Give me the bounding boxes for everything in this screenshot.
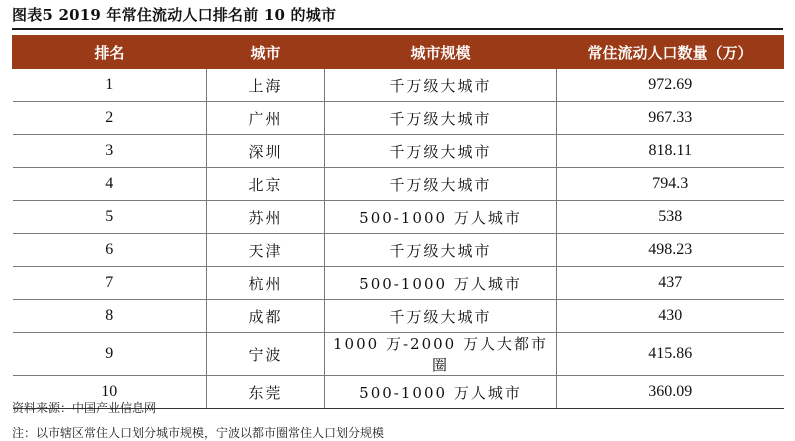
- population-cell: 972.69: [557, 69, 784, 102]
- population-cell: 818.11: [557, 135, 784, 168]
- table-row: [13, 135, 784, 168]
- city-cell: 宁波: [207, 333, 325, 376]
- city-cell: 北京: [207, 168, 325, 201]
- rank-cell: 10: [13, 376, 207, 409]
- rank-cell: 3: [13, 135, 207, 168]
- scale-cell: 500-1000 万人城市: [325, 201, 557, 234]
- header-population: 常住流动人口数量（万）: [557, 36, 784, 69]
- rank-cell: 4: [13, 168, 207, 201]
- title-rule: [12, 28, 783, 30]
- header-city-scale: 城市规模: [325, 36, 557, 69]
- table-row: [13, 300, 784, 333]
- city-cell: 杭州: [207, 267, 325, 300]
- table-row: [13, 168, 784, 201]
- scale-cell: 千万级大城市: [325, 69, 557, 102]
- scale-cell: 千万级大城市: [325, 234, 557, 267]
- rank-cell: 2: [13, 102, 207, 135]
- scale-cell: 千万级大城市: [325, 102, 557, 135]
- city-cell: 天津: [207, 234, 325, 267]
- city-ranking-table: [12, 35, 784, 409]
- table-row: [13, 234, 784, 267]
- header-city: 城市: [207, 36, 325, 69]
- scale-cell: 千万级大城市: [325, 300, 557, 333]
- population-cell: 415.86: [557, 333, 784, 376]
- population-cell: 967.33: [557, 102, 784, 135]
- table-row: [13, 201, 784, 234]
- table-row: [13, 333, 784, 376]
- city-cell: 广州: [207, 102, 325, 135]
- table-title: 图表5 2019 年常住流动人口排名前 10 的城市: [12, 6, 337, 24]
- city-cell: 上海: [207, 69, 325, 102]
- rank-cell: 6: [13, 234, 207, 267]
- scale-cell: 500-1000 万人城市: [325, 267, 557, 300]
- city-cell: 东莞: [207, 376, 325, 409]
- population-cell: 437: [557, 267, 784, 300]
- population-cell: 498.23: [557, 234, 784, 267]
- header-row: [13, 36, 784, 69]
- scale-cell: 500-1000 万人城市: [325, 376, 557, 409]
- rank-cell: 9: [13, 333, 207, 376]
- scale-cell: 千万级大城市: [325, 168, 557, 201]
- table-row: [13, 102, 784, 135]
- header-rank: 排名: [13, 36, 207, 69]
- table-row: [13, 267, 784, 300]
- city-cell: 深圳: [207, 135, 325, 168]
- rank-cell: 8: [13, 300, 207, 333]
- population-cell: 430: [557, 300, 784, 333]
- city-cell: 成都: [207, 300, 325, 333]
- population-cell: 538: [557, 201, 784, 234]
- source-note: 资料来源：中国产业信息网: [12, 401, 157, 415]
- population-cell: 794.3: [557, 168, 784, 201]
- rank-cell: 7: [13, 267, 207, 300]
- footnote: 注：以市辖区常住人口划分城市规模，宁波以都市圈常住人口划分规模: [12, 426, 385, 440]
- rank-cell: 1: [13, 69, 207, 102]
- rank-cell: 5: [13, 201, 207, 234]
- table-row: [13, 69, 784, 102]
- scale-cell: 1000 万-2000 万人大都市圈: [325, 333, 557, 376]
- population-cell: 360.09: [557, 376, 784, 409]
- city-cell: 苏州: [207, 201, 325, 234]
- scale-cell: 千万级大城市: [325, 135, 557, 168]
